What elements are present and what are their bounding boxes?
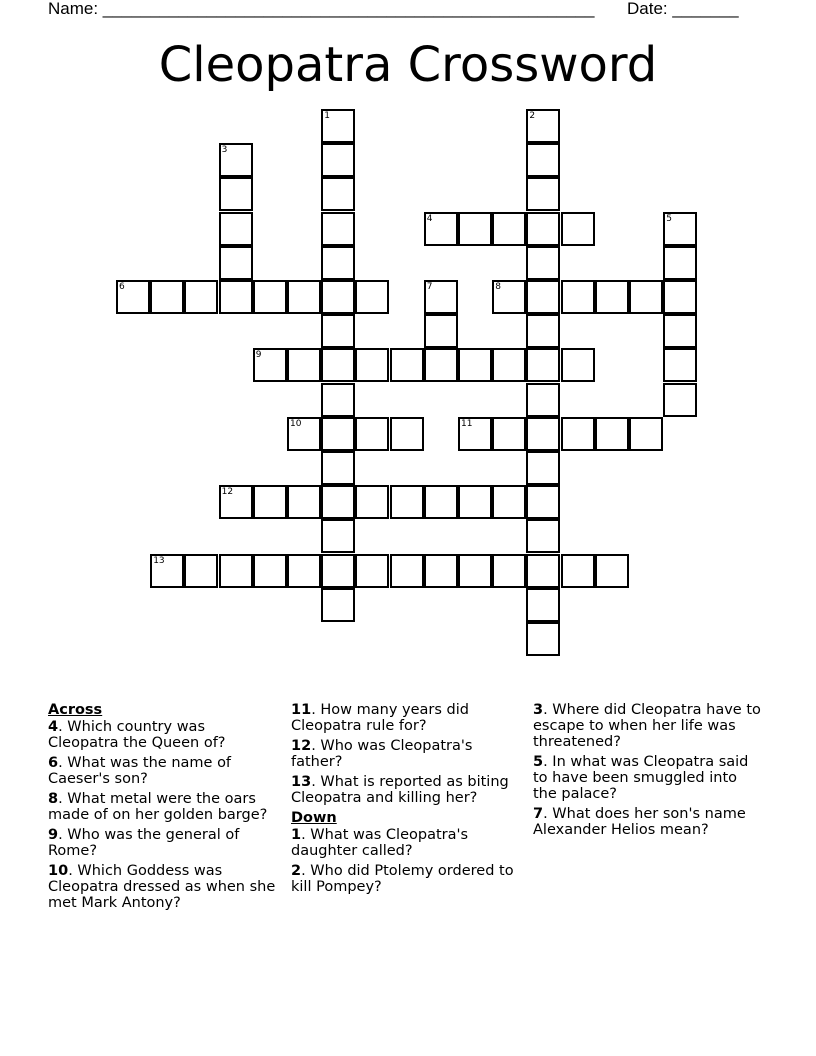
- clue-down-1: [291, 827, 523, 859]
- grid-cell-5[interactable]: [663, 212, 697, 246]
- clue-text: . What metal were the oars made of on her golden barge?: [48, 791, 268, 823]
- grid-cell-9[interactable]: [253, 348, 287, 382]
- grid-cell[interactable]: [663, 280, 697, 314]
- clue-number-label: 13: [153, 555, 165, 566]
- grid-cell-6[interactable]: [116, 280, 150, 314]
- grid-cell-4[interactable]: [424, 212, 458, 246]
- grid-cell[interactable]: [287, 348, 321, 382]
- clue-text: . What was Cleopatra's daughter called?: [291, 827, 469, 859]
- grid-cell[interactable]: [561, 212, 595, 246]
- clue-down-3: [533, 702, 765, 750]
- grid-cell[interactable]: [287, 280, 321, 314]
- grid-cell[interactable]: [561, 348, 595, 382]
- clue-number: 9: [48, 827, 59, 843]
- grid-cell-13[interactable]: [150, 554, 184, 588]
- clue-text: . Which country was Cleopatra the Queen of?: [48, 719, 226, 751]
- clue-text: . What is reported as biting Cleopatra and killing her?: [291, 774, 509, 806]
- clue-across-8: [48, 791, 280, 823]
- grid-cell[interactable]: [458, 212, 492, 246]
- grid-cell[interactable]: [150, 280, 184, 314]
- grid-cell[interactable]: [321, 246, 355, 280]
- clue-number-label: 11: [461, 418, 473, 429]
- grid-cell[interactable]: [458, 485, 492, 519]
- grid-cell[interactable]: [321, 177, 355, 211]
- clue-number: 8: [48, 791, 59, 807]
- grid-cell[interactable]: [321, 143, 355, 177]
- grid-cell[interactable]: [526, 417, 560, 451]
- clue-down-7: [533, 806, 765, 838]
- clue-number-label: 1: [324, 111, 330, 121]
- grid-cell[interactable]: [390, 485, 424, 519]
- clue-across-9: [48, 827, 280, 859]
- grid-cell[interactable]: [321, 383, 355, 417]
- grid-cell[interactable]: [390, 417, 424, 451]
- grid-cell[interactable]: [355, 280, 389, 314]
- grid-cell[interactable]: [321, 417, 355, 451]
- grid-cell[interactable]: [424, 314, 458, 348]
- grid-cell-1[interactable]: [321, 109, 355, 143]
- grid-cell-7[interactable]: [424, 280, 458, 314]
- grid-cell[interactable]: [526, 348, 560, 382]
- clue-number: 3: [533, 702, 544, 718]
- grid-cell[interactable]: [663, 383, 697, 417]
- date-field-label: Date: _______: [627, 0, 739, 18]
- clue-number-label: 4: [426, 213, 433, 224]
- grid-cell[interactable]: [561, 417, 595, 451]
- clue-down-2: [291, 863, 523, 895]
- clue-across-4: [48, 719, 280, 751]
- grid-cell[interactable]: [321, 212, 355, 246]
- grid-cell[interactable]: [492, 348, 526, 382]
- grid-cell[interactable]: [219, 554, 253, 588]
- grid-cell[interactable]: [424, 554, 458, 588]
- grid-cell[interactable]: [663, 348, 697, 382]
- grid-cell[interactable]: [253, 280, 287, 314]
- clue-text: . Where did Cleopatra have to escape to when her life was threatened?: [533, 702, 761, 750]
- grid-cell[interactable]: [526, 451, 560, 485]
- name-field-label: Name: ____________________________________________________: [48, 0, 595, 18]
- clue-down-5: [533, 754, 765, 802]
- grid-cell[interactable]: [321, 485, 355, 519]
- grid-cell-2[interactable]: [526, 109, 560, 143]
- clue-number: 4: [48, 719, 59, 735]
- clue-number-label: 7: [426, 282, 433, 292]
- down-heading: Down: [291, 810, 337, 826]
- grid-cell[interactable]: [253, 554, 287, 588]
- clue-number: 11: [291, 702, 312, 718]
- clue-across-10: [48, 863, 280, 911]
- grid-cell[interactable]: [526, 485, 560, 519]
- clue-number: 13: [291, 774, 312, 790]
- clue-number-label: 9: [255, 350, 262, 361]
- clue-number: 7: [533, 806, 544, 822]
- clue-text: . Who did Ptolemy ordered to kill Pompey?: [291, 863, 514, 895]
- grid-cell[interactable]: [321, 280, 355, 314]
- grid-cell[interactable]: [184, 280, 218, 314]
- grid-cell[interactable]: [253, 485, 287, 519]
- grid-cell-3[interactable]: [219, 143, 253, 177]
- clue-text: . Who was Cleopatra's father?: [291, 738, 473, 770]
- grid-cell[interactable]: [526, 212, 560, 246]
- grid-cell[interactable]: [492, 485, 526, 519]
- grid-cell[interactable]: [219, 246, 253, 280]
- clue-number-label: 12: [221, 487, 234, 498]
- grid-cell[interactable]: [492, 212, 526, 246]
- grid-cell[interactable]: [663, 314, 697, 348]
- grid-cell-8[interactable]: [492, 280, 526, 314]
- grid-cell[interactable]: [424, 485, 458, 519]
- clue-number-label: 2: [529, 111, 536, 121]
- grid-cell[interactable]: [321, 314, 355, 348]
- grid-cell[interactable]: [219, 177, 253, 211]
- grid-cell[interactable]: [458, 348, 492, 382]
- grid-cell-11[interactable]: [458, 417, 492, 451]
- clue-text: . What does her son's name Alexander Helios mean?: [533, 806, 746, 838]
- grid-cell[interactable]: [424, 348, 458, 382]
- grid-cell[interactable]: [526, 177, 560, 211]
- clue-across-6: [48, 755, 280, 787]
- clue-number: 1: [291, 827, 302, 843]
- grid-cell[interactable]: [355, 417, 389, 451]
- clue-number-label: 6: [119, 282, 125, 292]
- clue-text: . How many years did Cleopatra rule for?: [291, 702, 469, 734]
- grid-cell[interactable]: [219, 212, 253, 246]
- grid-cell[interactable]: [287, 554, 321, 588]
- page-title: Cleopatra Crossword: [158, 37, 658, 93]
- grid-cell[interactable]: [526, 246, 560, 280]
- grid-cell[interactable]: [287, 485, 321, 519]
- grid-cell[interactable]: [321, 519, 355, 553]
- clue-text: . What was the name of Caeser's son?: [48, 755, 232, 787]
- clue-number-label: 10: [290, 418, 302, 429]
- grid-cell[interactable]: [390, 348, 424, 382]
- grid-cell[interactable]: [526, 314, 560, 348]
- grid-cell[interactable]: [355, 554, 389, 588]
- clue-number-label: 5: [666, 213, 672, 224]
- grid-cell[interactable]: [526, 143, 560, 177]
- grid-cell[interactable]: [355, 348, 389, 382]
- clue-number-label: 3: [221, 145, 228, 156]
- clues-column-2: [291, 702, 523, 899]
- grid-cell[interactable]: [321, 451, 355, 485]
- grid-cell[interactable]: [526, 622, 560, 656]
- across-heading: Across: [48, 702, 103, 718]
- clue-across-12: [291, 738, 523, 770]
- grid-cell[interactable]: [595, 554, 629, 588]
- grid-cell[interactable]: [321, 348, 355, 382]
- grid-cell[interactable]: [492, 554, 526, 588]
- clue-across-13: [291, 774, 523, 806]
- grid-cell-10[interactable]: [287, 417, 321, 451]
- grid-cell[interactable]: [526, 588, 560, 622]
- grid-cell[interactable]: [390, 554, 424, 588]
- clue-text: . In what was Cleopatra said to have been smuggled into the palace?: [533, 754, 749, 802]
- clue-text: . Which Goddess was Cleopatra dressed as when she met Mark Antony?: [48, 863, 276, 911]
- clue-number: 6: [48, 755, 59, 771]
- grid-cell[interactable]: [561, 554, 595, 588]
- grid-cell[interactable]: [219, 280, 253, 314]
- clue-number: 12: [291, 738, 312, 754]
- grid-cell[interactable]: [526, 280, 560, 314]
- clue-number: 2: [291, 863, 302, 879]
- grid-cell[interactable]: [184, 554, 218, 588]
- clue-text: . Who was the general of Rome?: [48, 827, 240, 859]
- clue-number-label: 8: [495, 282, 501, 292]
- grid-cell[interactable]: [663, 246, 697, 280]
- clue-number: 10: [48, 863, 69, 879]
- grid-cell[interactable]: [561, 280, 595, 314]
- clue-number: 5: [533, 754, 544, 770]
- grid-cell[interactable]: [526, 554, 560, 588]
- grid-cell[interactable]: [458, 554, 492, 588]
- clues-column-1: [48, 702, 280, 915]
- grid-cell-12[interactable]: [219, 485, 253, 519]
- grid-cell[interactable]: [492, 417, 526, 451]
- grid-cell[interactable]: [526, 519, 560, 553]
- clue-across-11: [291, 702, 523, 734]
- clues-column-3: [533, 702, 765, 842]
- grid-cell[interactable]: [629, 417, 663, 451]
- grid-cell[interactable]: [526, 383, 560, 417]
- grid-cell[interactable]: [321, 554, 355, 588]
- grid-cell[interactable]: [321, 588, 355, 622]
- grid-cell[interactable]: [355, 485, 389, 519]
- grid-cell[interactable]: [629, 280, 663, 314]
- grid-cell[interactable]: [595, 280, 629, 314]
- grid-cell[interactable]: [595, 417, 629, 451]
